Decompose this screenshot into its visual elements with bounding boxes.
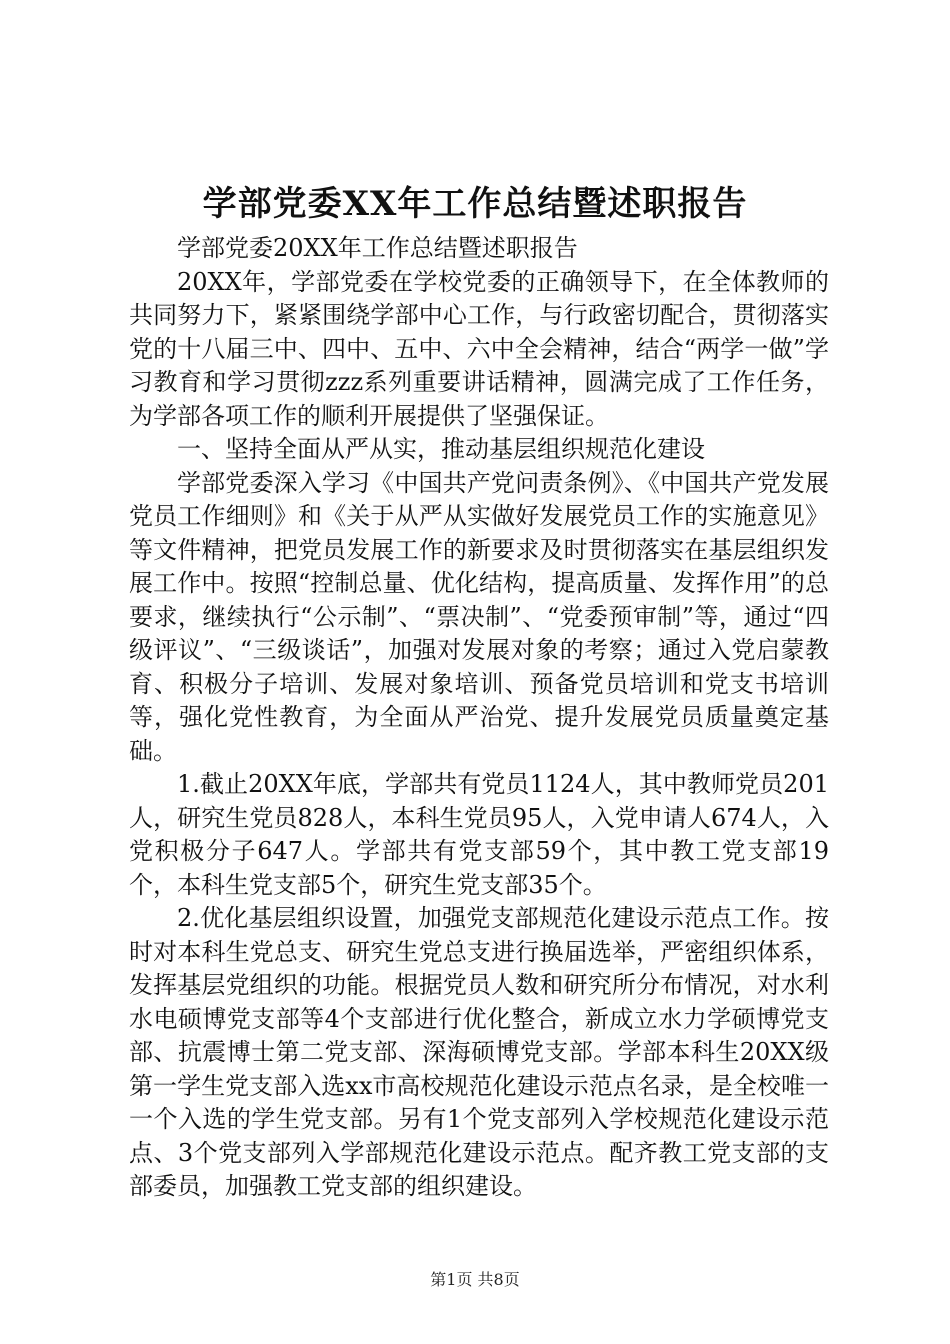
intro-paragraph: 20XX年，学部党委在学校党委的正确领导下，在全体教师的共同努力下，紧紧围绕学部中心工作，与行政密切配合，贯彻落实党的十八届三中、四中、五中、六中全会精神，结合“两学一做”学习教育和学习贯彻zzz系列重要讲话精神，圆满完成了工作任务，为学部各项工作的顺利开展提供了坚强保证。 (129, 267, 829, 430)
section-heading: 一、坚持全面从严从实，推动基层组织规范化建设 (177, 435, 705, 463)
numbered-paragraph-1: 1.截止20XX年底，学部共有党员1124人，其中教师党员201人，研究生党员828人，本科生党员95人，入党申请人674人，入党积极分子647人。学部共有党支部59个，其中教工党支部19个，本科生党支部5个，研究生党支部35个。 (129, 770, 829, 899)
document-title: 学部党委XX年工作总结暨述职报告 (202, 184, 748, 224)
document-body (129, 232, 829, 1204)
body-paragraph: 学部党委深入学习《中国共产党问责条例》、《中国共产党发展党员工作细则》和《关于从严从实做好发展党员工作的实施意见》等文件精神，把党员发展工作的新要求及时贯彻落实在基层组织发展工作中。按照“控制总量、优化结构，提高质量、发挥作用”的总要求，继续执行“公示制”、“票决制”、“党委预审制”等，通过“四级评议”、“三级谈话”，加强对发展对象的考察；通过入党启蒙教育、积极分子培训、发展对象培训、预备党员培训和党支书培训等，强化党性教育，为全面从严治党、提升发展党员质量奠定基础。 (129, 468, 829, 765)
page-footer: 第1页 共8页 (430, 1270, 520, 1289)
subtitle-paragraph: 学部党委20XX年工作总结暨述职报告 (177, 234, 578, 262)
numbered-paragraph-2: 2.优化基层组织设置，加强党支部规范化建设示范点工作。按时对本科生党总支、研究生党总支进行换届选举，严密组织体系，发挥基层党组织的功能。根据党员人数和研究所分布情况，对水利水电硕博党支部等4个支部进行优化整合，新成立水力学硕博党支部、抗震博士第二党支部、深海硕博党支部。学部本科生20XX级第一学生党支部入选xx市高校规范化建设示范点名录，是全校唯一一个入选的学生党支部。另有1个党支部列入学校规范化建设示范点、3个党支部列入学部规范化建设示范点。配齐教工党支部的支部委员，加强教工党支部的组织建设。 (129, 904, 829, 1200)
